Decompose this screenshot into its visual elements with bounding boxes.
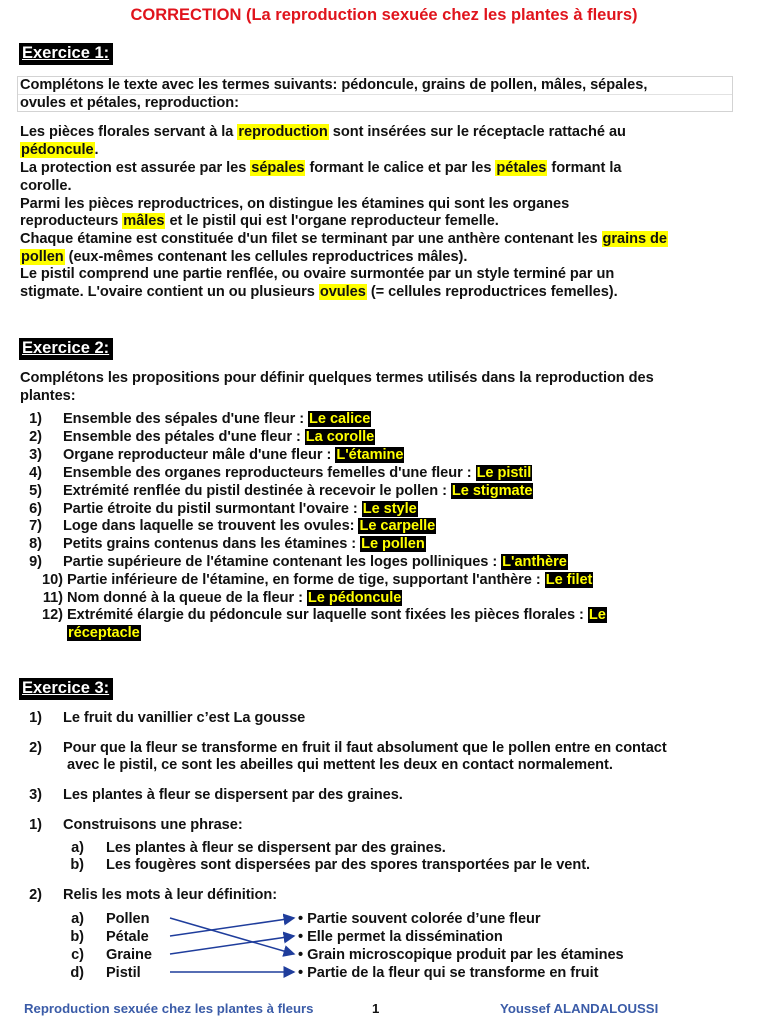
ex1-paragraph-line: corolle.	[20, 178, 72, 194]
ex2-item: 3) Organe reproducteur mâle d'une fleur : L'étamine	[29, 447, 404, 463]
ex1-paragraph-line: Chaque étamine est constituée d'un filet se terminant par une anthère contenant les grains de	[20, 231, 667, 247]
ex1-paragraph-line: Parmi les pièces reproductrices, on distingue les étamines qui sont les organes	[20, 196, 570, 212]
ex2-item: 6) Partie étroite du pistil surmontant l'ovaire : Le style	[29, 501, 417, 517]
answer-highlight: Le style	[362, 501, 417, 517]
match-definition: • Grain microscopique produit par les étamines	[298, 947, 624, 963]
exercise-2-heading: Exercice 2:	[19, 338, 113, 360]
ex2-item: 5) Extrémité renflée du pistil destinée à recevoir le pollen : Le stigmate	[29, 483, 533, 499]
match-word: b) Pétale	[70, 929, 149, 945]
match-definition: • Partie souvent colorée d’une fleur	[298, 911, 541, 927]
ex1-paragraph-line: reproducteurs mâles et le pistil qui est l'organe reproducteur femelle.	[20, 213, 499, 229]
match-word: c) Graine	[71, 947, 152, 963]
ex3-question-cont: avec le pistil, ce sont les abeilles qui mettent les deux en contact normalement.	[67, 757, 613, 773]
match-definition: • Partie de la fleur qui se transforme en fruit	[298, 965, 599, 981]
answer-highlight: reproduction	[238, 124, 328, 140]
answer-highlight: L'étamine	[336, 447, 404, 463]
answer-highlight: La corolle	[305, 429, 375, 445]
matching-arrows	[160, 908, 302, 980]
arrow-graine	[170, 936, 294, 954]
ex2-intro-line2: plantes:	[20, 388, 76, 404]
ex1-paragraph-line: Les pièces florales servant à la reproduction sont insérées sur le réceptacle rattaché au	[20, 124, 626, 140]
match-definition: • Elle permet la dissémination	[298, 929, 503, 945]
answer-highlight: réceptacle	[68, 625, 140, 641]
footer-left: Reproduction sexuée chez les plantes à fleurs	[24, 1001, 314, 1016]
page-number: 1	[372, 1001, 380, 1016]
ex2-item: 10) Partie inférieure de l'étamine, en forme de tige, supportant l'anthère : Le filet	[42, 572, 593, 588]
answer-highlight: sépales	[251, 160, 305, 176]
answer-highlight: Le	[588, 607, 606, 623]
answer-highlight: grains de	[602, 231, 667, 247]
ex2-item: 8) Petits grains contenus dans les étamines : Le pollen	[29, 536, 425, 552]
answer-highlight: Le carpelle	[359, 518, 436, 534]
answer-highlight: mâles	[123, 213, 165, 229]
answer-highlight: Le stigmate	[451, 483, 533, 499]
ex2-item: 1) Ensemble des sépales d'une fleur : Le calice	[29, 411, 371, 427]
ex2-item-continuation	[67, 625, 141, 643]
ex3-subitem: a) Les plantes à fleur se dispersent par des graines.	[71, 840, 446, 856]
ex3-question: 2) Pour que la fleur se transforme en fruit il faut absolument que le pollen entre en contact	[29, 740, 667, 756]
ex3-question: 1) Le fruit du vanillier c’est La gousse	[29, 710, 306, 726]
answer-highlight: L'anthère	[502, 554, 567, 570]
page-title: CORRECTION (La reproduction sexuée chez les plantes à fleurs)	[130, 6, 638, 24]
ex2-item: 11) Nom donné à la queue de la fleur : Le pédoncule	[42, 590, 402, 606]
answer-highlight: ovules	[319, 284, 366, 300]
ex1-paragraph-line: Le pistil comprend une partie renflée, ou ovaire surmontée par un style terminé par un	[20, 266, 615, 282]
ex2-item: 12) Extrémité élargie du pédoncule sur laquelle sont fixées les pièces florales : Le	[42, 607, 606, 623]
ex1-instruction-line1: Complétons le texte avec les termes suivants: pédoncule, grains de pollen, mâles, sépales,	[20, 77, 648, 93]
ex3-question: 1) Construisons une phrase:	[29, 817, 243, 833]
ex1-paragraph-line: stigmate. L'ovaire contient un ou plusieurs ovules (= cellules reproductrices femelles).	[20, 284, 618, 300]
exercise-1-heading: Exercice 1:	[19, 43, 113, 65]
match-word: a) Pollen	[71, 911, 150, 927]
ex3-subitem: b) Les fougères sont dispersées par des spores transportées par le vent.	[70, 857, 591, 873]
ex2-intro-line1: Complétons les propositions pour définir quelques termes utilisés dans la reproduction des	[20, 370, 654, 386]
answer-highlight: pédoncule	[21, 142, 94, 158]
ex2-item: 7) Loge dans laquelle se trouvent les ovules: Le carpelle	[29, 518, 436, 534]
answer-highlight: pollen	[21, 249, 64, 265]
ex2-item: 2) Ensemble des pétales d'une fleur : La corolle	[29, 429, 375, 445]
footer-author: Youssef ALANDALOUSSI	[500, 1001, 659, 1016]
answer-highlight: pétales	[496, 160, 547, 176]
ex2-item: 4) Ensemble des organes reproducteurs femelles d'une fleur : Le pistil	[29, 465, 532, 481]
answer-highlight: Le pollen	[361, 536, 425, 552]
ex3-question: 3) Les plantes à fleur se dispersent par des graines.	[29, 787, 403, 803]
arrow-pollen	[170, 918, 294, 954]
arrow-petale	[170, 918, 294, 936]
ex1-paragraph-line: pédoncule.	[21, 142, 99, 158]
ex3-question: 2) Relis les mots à leur définition:	[29, 887, 278, 903]
answer-highlight: Le pistil	[476, 465, 532, 481]
match-word: d) Pistil	[70, 965, 141, 981]
answer-highlight: Le calice	[309, 411, 371, 427]
ex1-instruction-line2: ovules et pétales, reproduction:	[20, 95, 239, 111]
ex1-paragraph-line: pollen (eux-mêmes contenant les cellules reproductrices mâles).	[21, 249, 468, 265]
exercise-3-heading: Exercice 3:	[19, 678, 113, 700]
answer-highlight: Le filet	[545, 572, 593, 588]
ex2-item: 9) Partie supérieure de l'étamine contenant les loges polliniques : L'anthère	[29, 554, 567, 570]
ex1-paragraph-line: La protection est assurée par les sépales formant le calice et par les pétales formant la	[20, 160, 622, 176]
answer-highlight: Le pédoncule	[307, 590, 402, 606]
